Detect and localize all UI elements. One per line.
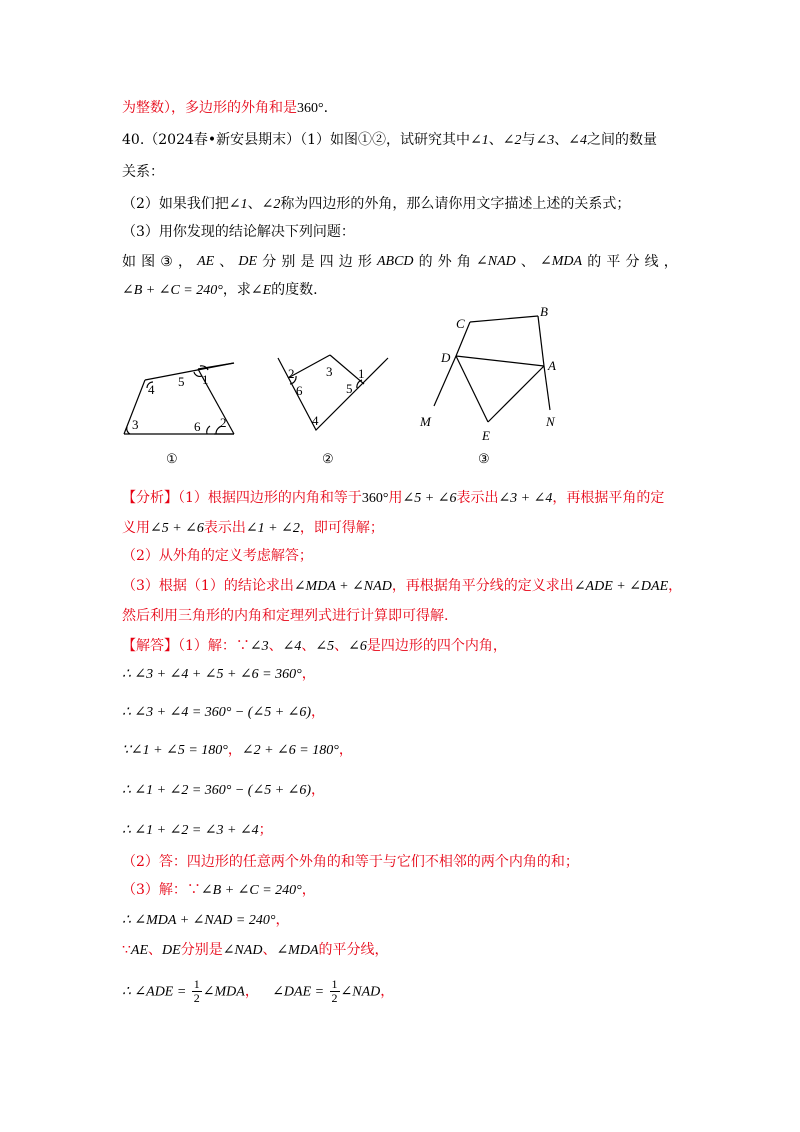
figure-2-angle-labels xyxy=(288,364,365,428)
analysis-line2: 义用∠5 + ∠6表示出∠1 + ∠2，即可得解； xyxy=(122,520,384,536)
analysis-line1: 【分析】（1）根据四边形的内角和等于360°用∠5 + ∠6表示出∠3 + ∠4，再根据平角的定 xyxy=(122,490,665,506)
svg-text:2: 2 xyxy=(220,415,227,430)
solution-line9: ∴ ∠MDA + ∠NAD = 240°， xyxy=(122,912,290,928)
solution-line8: （3）解：∵∠B + ∠C = 240°， xyxy=(122,882,316,898)
figure-1-label: ① xyxy=(166,451,178,466)
solution-line1: 【解答】（1）解：∵∠3、∠4、∠5、∠6是四边形的四个内角， xyxy=(122,638,507,654)
solution-line10: ∵AE、DE分别是∠NAD、∠MDA的平分线， xyxy=(122,942,389,958)
svg-text:1: 1 xyxy=(202,372,209,387)
analysis-line4: （3）根据（1）的结论求出∠MDA + ∠NAD，再根据角平分线的定义求出∠ADE + ∠DAE， xyxy=(122,578,683,594)
solution-line11: ∴ ∠ADE = $\frac{1}{2}$ ∠MDA， ∠DAE = $\frac{1}{2}$ ∠NAD， xyxy=(122,977,395,1005)
svg-text:2: 2 xyxy=(288,366,295,381)
solution-line4: ∵∠1 + ∠5 = 180°，∠2 + ∠6 = 180°， xyxy=(122,742,353,758)
question-40-line1: 40.（2024春•新安县期末）（1）如图①②，试研究其中∠1、∠2与∠3、∠4之间的数量 xyxy=(122,132,657,148)
svg-text:5: 5 xyxy=(346,381,353,396)
svg-text:4: 4 xyxy=(148,382,155,397)
svg-text:5: 5 xyxy=(178,374,185,389)
fraction-one-half-2: $\frac{1}{2}$ xyxy=(331,977,338,1005)
figure-2 xyxy=(278,355,388,430)
question-40-part3: （3）用你发现的结论解决下列问题： xyxy=(122,224,355,240)
solution-line5: ∴ ∠1 + ∠2 = 360° − (∠5 + ∠6)， xyxy=(122,782,326,798)
question-40-given: ∠B + ∠C = 240°，求∠E的度数. xyxy=(122,282,318,298)
figure-3 xyxy=(434,316,550,422)
svg-text:A: A xyxy=(548,358,556,373)
svg-text:6: 6 xyxy=(194,419,201,434)
svg-text:B: B xyxy=(540,304,548,319)
fraction-one-half: $\frac{1}{2}$ xyxy=(193,977,200,1005)
svg-text:6: 6 xyxy=(296,383,303,398)
svg-text:4: 4 xyxy=(312,413,319,428)
solution-line6: ∴ ∠1 + ∠2 = ∠3 + ∠4； xyxy=(122,822,273,838)
analysis-line3: （2）从外角的定义考虑解答； xyxy=(122,548,313,564)
text-line-exterior-sum: 为整数），多边形的外角和是360°. xyxy=(122,100,329,116)
svg-text:M: M xyxy=(420,414,431,429)
analysis-line5: 然后利用三角形的内角和定理列式进行计算即可得解. xyxy=(122,608,449,624)
figure-2-label: ② xyxy=(322,451,334,466)
question-40-part3-text: 如 图 ③ ， AE 、 DE 分 别 是 四 边 形 ABCD 的 外 角 ∠NAD 、 ∠MDA 的 平 分 线 ， xyxy=(122,254,678,270)
svg-text:E: E xyxy=(482,428,490,443)
svg-text:C: C xyxy=(456,316,465,331)
question-40-part2: （2）如果我们把∠1、∠2称为四边形的外角，那么请你用文字描述上述的关系式； xyxy=(122,196,631,212)
svg-text:D: D xyxy=(441,350,451,365)
svg-text:1: 1 xyxy=(358,366,365,381)
svg-text:3: 3 xyxy=(132,417,139,432)
solution-line2: ∴ ∠3 + ∠4 + ∠5 + ∠6 = 360°， xyxy=(122,666,316,682)
figure-1-angle-labels xyxy=(132,372,227,434)
figure-3-label: ③ xyxy=(478,451,490,466)
solution-line3: ∴ ∠3 + ∠4 = 360° − (∠5 + ∠6)， xyxy=(122,704,326,720)
solution-line7: （2）答：四边形的任意两个外角的和等于与它们不相邻的两个内角的和； xyxy=(122,854,579,870)
svg-text:N: N xyxy=(546,414,555,429)
svg-text:3: 3 xyxy=(326,364,333,379)
question-40-line2: 关系： xyxy=(122,164,164,180)
geometry-figures xyxy=(110,300,590,475)
